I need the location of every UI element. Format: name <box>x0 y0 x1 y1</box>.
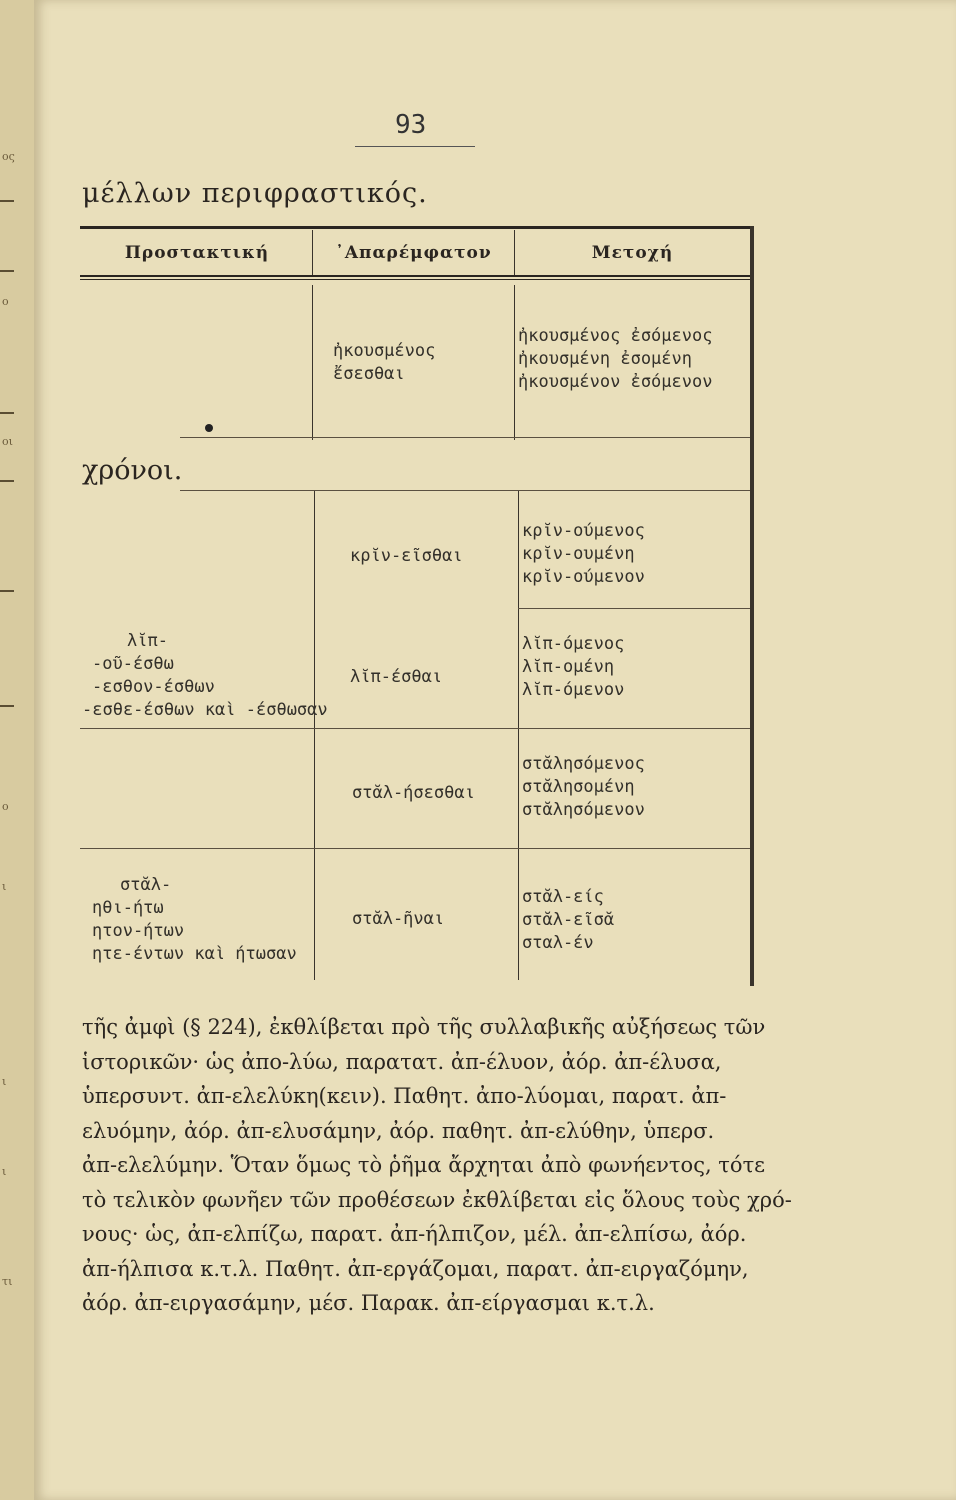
section-heading: μέλλων περιφραστικός. <box>82 178 428 209</box>
cell-line: κρῐν-ούμενος <box>522 521 645 541</box>
cell-line: ἠκουσμένος ἐσόμενος <box>518 326 713 346</box>
cell-line: κρῐν-ούμενον <box>522 567 645 587</box>
cell-line: -εσθε-έσθων καὶ -έσθωσαν <box>82 700 328 720</box>
body-paragraph: τῆς ἀμφὶ (§ 224), ἐκθλίβεται πρὸ τῆς συλλαβικῆς αὐξήσεως τῶν ἱστορικῶν· ὡς ἀπο-λύω, παρατατ. ἀπ-έλυον, ἀόρ. ἀπ-έλυσα, ὑπερσυντ. ἀπ-ελελύκη(κειν). Παθητ. ἀπο-λύομαι, παρατ. ἀπ- ελυόμην, ἀόρ. ἀπ-ελυσάμην, ἀόρ. παθητ. ἀπ-ελύθην, ὑπερσ. ἀπ-ελελύμην. Ὅταν ὅμως τὸ ῥῆμα ἄρχηται ἀπὸ φωνήεντος, τότε τὸ τελικὸν φωνῆεν τῶν προθέσεων ἐκθλίβεται εἰς ὅλους τοὺς χρό- νους· ὡς, ἀπ-ελπίζω, παρατ. ἀπ-ήλπιζον, μέλ. ἀπ-ελπίσω, ἀόρ. ἀπ-ήλπισα κ.τ.λ. Παθητ. ἀπ-εργάζομαι, παρατ. ἀπ-ειργαζόμην, ἀόρ. ἀπ-ειργασάμην, μέσ. Παρακ. ἀπ-είργασμαι κ.τ.λ. <box>82 1015 792 1315</box>
cell-line: ἠκουσμένη ἐσομένη <box>518 349 692 369</box>
margin-rule <box>0 705 14 707</box>
column-divider <box>312 285 313 440</box>
row-rule <box>180 490 750 491</box>
row-rule <box>180 437 750 438</box>
margin-fragment: οι <box>2 435 13 448</box>
cell-line: στᾰλ-είς <box>522 887 604 907</box>
margin-fragment: ι <box>2 880 7 893</box>
table-cell <box>522 753 645 822</box>
header-infinitive: ᾿Απαρέμφατον <box>335 243 492 263</box>
table-cell <box>333 340 435 386</box>
column-divider <box>514 285 515 440</box>
margin-rule <box>0 412 14 414</box>
header-participle: Μετοχή <box>591 243 674 263</box>
cell-line: λῐπ-όμενος <box>522 634 625 654</box>
cell-line: ἔσεσθαι <box>333 364 405 384</box>
cell-line: λῐπ-όμενον <box>522 680 625 700</box>
cell-line: ηθι-ήτω <box>92 898 164 918</box>
cell-line: λῐπ-ομένη <box>522 657 615 677</box>
cell-line: κρῐν-ουμένη <box>522 544 635 564</box>
page-number: 93 <box>395 110 427 140</box>
table-cell <box>522 520 645 589</box>
margin-rule <box>0 200 14 202</box>
table-cell <box>350 666 442 689</box>
ink-dot <box>205 424 213 432</box>
section-label: χρόνοι. <box>82 455 183 486</box>
cell-line: ἠκουσμένον ἐσόμενον <box>518 372 713 392</box>
cell-line: -εσθον-έσθων <box>92 677 215 697</box>
margin-fragment: τι <box>2 1275 13 1288</box>
table-cell <box>350 545 463 568</box>
cell-line: στᾰλ-ῆναι <box>352 909 445 929</box>
margin-fragment: ο <box>2 295 9 308</box>
row-rule <box>518 608 750 609</box>
table-header-rule-thin <box>80 279 752 280</box>
table-cell <box>82 874 297 966</box>
table-cell <box>518 325 712 394</box>
margin-fragment: ος <box>2 150 15 163</box>
cell-line: -οῦ-έσθω <box>92 654 174 674</box>
margin-rule <box>0 480 14 482</box>
column-divider <box>314 490 315 980</box>
table-cell <box>522 886 614 955</box>
table-right-rule <box>750 226 754 986</box>
cell-line: ἠκουσμένος <box>333 341 436 361</box>
margin-fragment: ι <box>2 1075 7 1088</box>
cell-line: στᾰλ-ήσεσθαι <box>352 783 475 803</box>
margin-rule <box>0 270 14 272</box>
table-top-rule <box>80 226 752 229</box>
row-rule <box>80 848 750 849</box>
cell-line: στᾰλ-εῖσᾰ <box>522 910 615 930</box>
facing-page-edge <box>0 0 35 1500</box>
cell-line: στᾰλησόμενος <box>522 754 645 774</box>
cell-line: σταλ-έν <box>522 933 594 953</box>
margin-fragment: ο <box>2 800 9 813</box>
table-cell <box>82 630 328 722</box>
cell-line: ητε-έντων καὶ ήτωσαν <box>92 944 297 964</box>
cell-line: στᾰλησόμενον <box>522 800 645 820</box>
table-cell <box>352 782 475 805</box>
table-cell <box>352 908 444 931</box>
cell-line: λῐπ-έσθαι <box>350 667 443 687</box>
page-number-rule <box>355 146 475 147</box>
cell-line: λῐπ- <box>127 631 168 651</box>
header-imperative: Προστακτική <box>124 243 270 263</box>
table-cell <box>522 633 624 702</box>
column-divider <box>518 490 519 980</box>
table-header-rule <box>80 275 752 277</box>
row-rule <box>80 728 750 729</box>
cell-line: κρῐν-εῖσθαι <box>350 546 463 566</box>
cell-line: στᾰλησομένη <box>522 777 635 797</box>
margin-rule <box>0 590 14 592</box>
cell-line: στᾰλ- <box>120 875 172 895</box>
margin-fragment: ι <box>2 1165 7 1178</box>
cell-line: ητον-ήτων <box>92 921 185 941</box>
